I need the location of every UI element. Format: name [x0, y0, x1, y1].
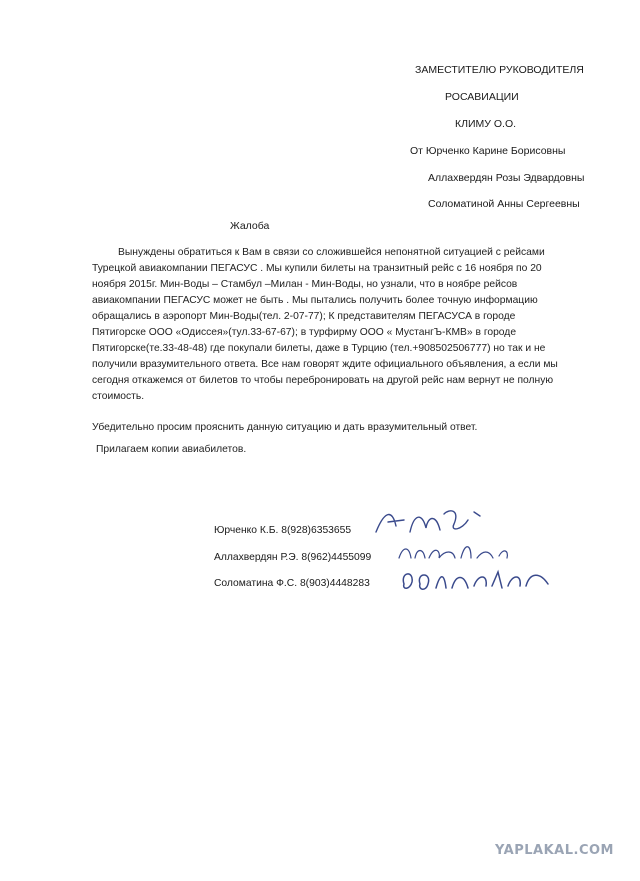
- body-line: авиакомпании ПЕГАСУС может не быть . Мы пытались получить более точную информацию: [92, 295, 538, 306]
- watermark-text: YAPLAKAL.COM: [495, 843, 614, 858]
- body-line: обращались в аэропорт Мин-Воды(тел. 2-07-77); К представителям ПЕГАСУСА в городе: [92, 311, 516, 322]
- sender-line-1: От Юрченко Карине Борисовны: [410, 145, 566, 157]
- request-line: Убедительно просим прояснить данную ситуацию и дать вразумительный ответ.: [92, 422, 478, 433]
- addressee-line-2: РОСАВИАЦИИ: [445, 91, 519, 103]
- document-title: Жалоба: [230, 220, 270, 232]
- body-line: Турецкой авиакомпании ПЕГАСУС . Мы купили билеты на транзитный рейс с 16 ноября по 20: [92, 263, 542, 274]
- addressee-line-3: КЛИМУ О.О.: [455, 118, 517, 130]
- body-line: стоимость.: [92, 391, 145, 402]
- body-line: сегодня откажемся от билетов то чтобы перебронировать на другой рейс нам вернут не полную: [92, 375, 554, 386]
- addressee-line-1: ЗАМЕСТИТЕЛЮ РУКОВОДИТЕЛЯ: [415, 64, 584, 76]
- sender-line-2: Аллахвердян Розы Эдвардовны: [428, 172, 585, 184]
- body-line: Вынуждены обратиться к Вам в связи со сложившейся непонятной ситуацией с рейсами: [118, 247, 545, 258]
- sender-line-3: Соломатиной Анны Сергеевны: [428, 198, 580, 210]
- signature-line-2: Аллахвердян Р.Э. 8(962)4455099: [214, 552, 372, 563]
- attachment-line: Прилагаем копии авиабилетов.: [96, 444, 247, 455]
- body-line: получили вразумительного ответа. Все нам говорят ждите официального объявления, а если мы: [92, 359, 558, 370]
- body-line: Пятигорске(те.33-48-48) где покупали билеты, даже в Турцию (тел.+908502506777) но так и не: [92, 343, 546, 354]
- body-line: ноября 2015г. Мин-Воды – Стамбул –Милан - Мин-Воды, но узнали, что в ноябре рейсов: [92, 279, 518, 290]
- body-line: Пятигорске ООО «Одиссея»(тул.33-67-67); в турфирму ООО « МустангЪ-КМВ» в городе: [92, 327, 517, 338]
- signature-line-1: Юрченко К.Б. 8(928)6353655: [214, 525, 352, 536]
- handwritten-signature-3: [398, 562, 558, 596]
- signature-line-3: Соломатина Ф.С. 8(903)4448283: [214, 578, 370, 589]
- handwritten-signature-1: [370, 502, 490, 542]
